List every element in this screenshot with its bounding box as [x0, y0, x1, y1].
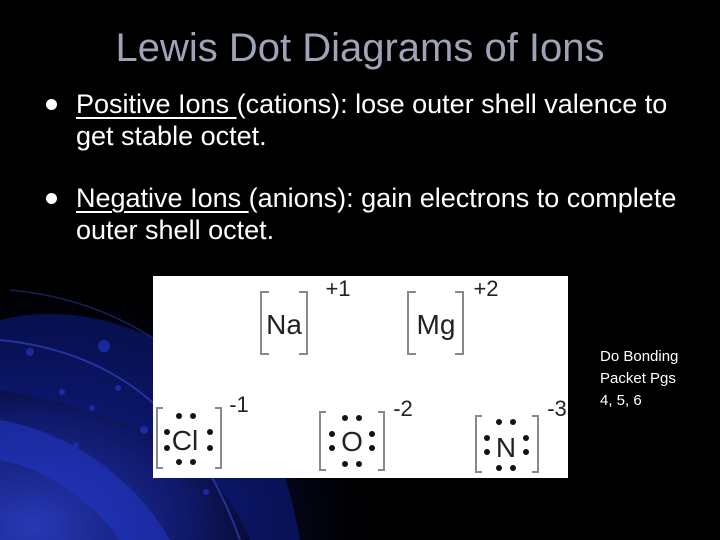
ion-charge: +2	[473, 276, 499, 301]
ion-symbol: O	[341, 426, 363, 457]
ion-charge: -2	[393, 396, 413, 421]
ion-charge: +1	[325, 276, 351, 301]
ion-charge: -1	[229, 392, 249, 417]
ion-symbol: N	[495, 432, 517, 463]
assignment-note	[600, 346, 712, 412]
bullet-negative-ions	[46, 182, 696, 246]
ion-mg	[408, 276, 499, 354]
ion-symbol: Na	[266, 309, 302, 340]
bullet-positive-ions	[46, 88, 696, 152]
bullet-text: (anions): gain electrons to complete outer shell octet.	[76, 183, 677, 245]
bullet-text: (cations): lose outer shell valence to get stable octet.	[76, 89, 668, 151]
bullet-dot-icon	[46, 99, 57, 110]
ion-symbol: Cl	[171, 425, 199, 456]
ion-charge: -3	[547, 396, 567, 421]
slide-title: Lewis Dot Diagrams of Ions	[115, 26, 605, 70]
bullet-list	[46, 88, 696, 246]
ion-n	[476, 396, 567, 472]
lewis-dot-diagram	[153, 276, 568, 478]
bullet-dot-icon	[46, 193, 57, 204]
ion-cl	[157, 392, 249, 468]
note-line: Packet Pgs	[600, 370, 676, 387]
bullet-term: Negative Ions	[76, 183, 249, 213]
note-line: Do Bonding	[600, 348, 679, 365]
ion-na	[261, 276, 351, 354]
note-line: 4, 5, 6	[600, 392, 642, 409]
ion-symbol: Mg	[416, 309, 456, 340]
bullet-term: Positive Ions	[76, 89, 237, 119]
ion-o	[320, 396, 413, 470]
